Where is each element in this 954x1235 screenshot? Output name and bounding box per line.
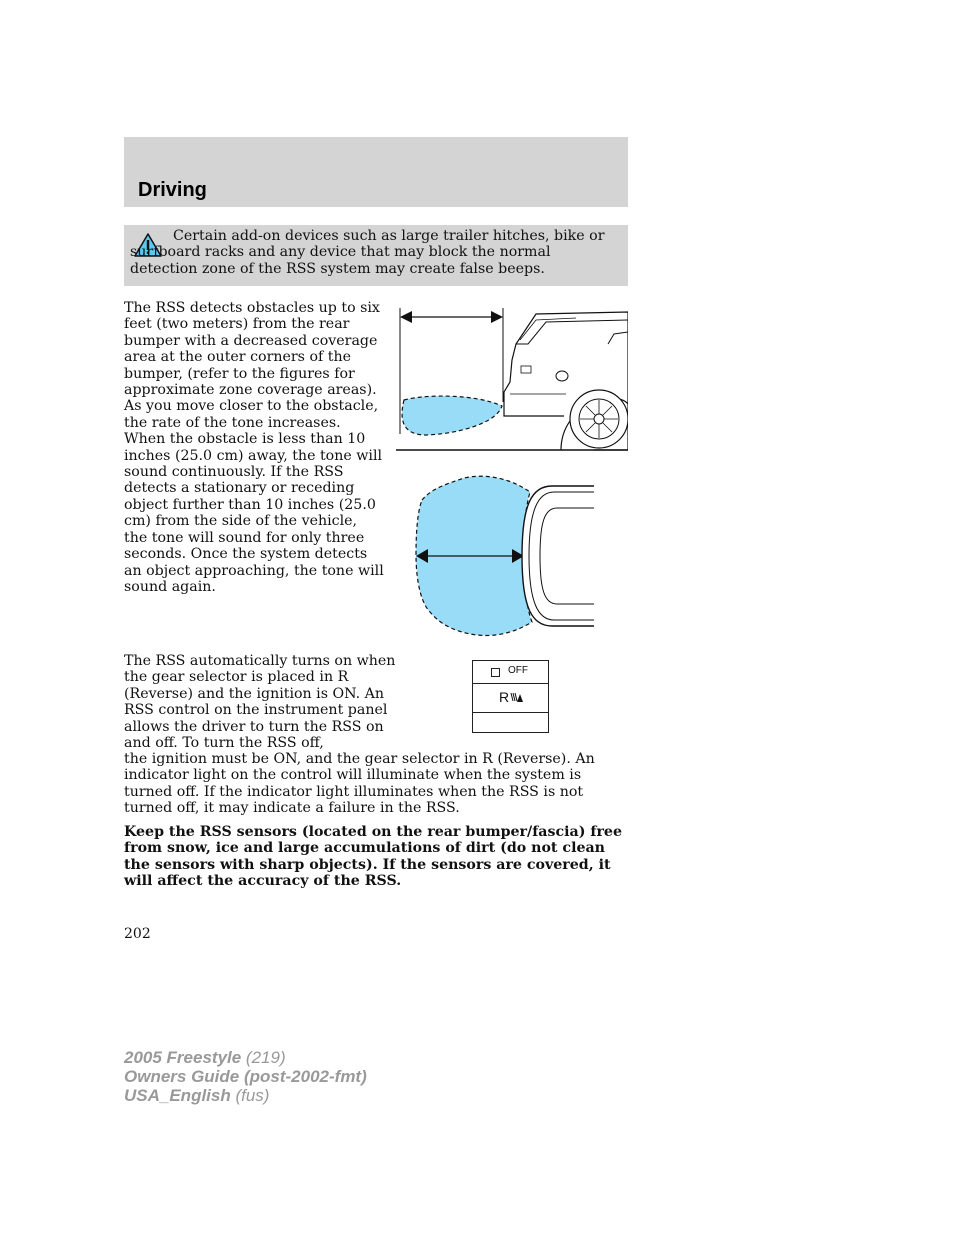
rss-side-view-figure <box>396 304 628 452</box>
off-label: OFF <box>508 665 528 676</box>
section-header-band <box>124 137 628 207</box>
section-title: Driving <box>138 179 207 201</box>
reverse-label: R <box>499 689 510 705</box>
warning-box <box>124 225 628 286</box>
rss-sensor-warning-paragraph: Keep the RSS sensors (located on the rear bumper/fascia) free from snow, ice and large accumulations of dirt (do not clean the sensors with sharp objects). If the sensors are covered, it will affect the accuracy of the RSS. <box>124 824 622 890</box>
footer-guide: Owners Guide (post-2002-fmt) <box>124 1067 367 1086</box>
warning-text: Certain add-on devices such as large trailer hitches, bike or surfboard racks and any device that may block the normal detection zone of the RSS system may create false beeps. <box>130 228 605 277</box>
rss-control-panel <box>472 660 549 733</box>
rss-button[interactable] <box>473 684 548 713</box>
rss-top-view-figure <box>412 474 594 638</box>
reverse-sensing-icon <box>510 691 524 703</box>
document-footer <box>124 1048 367 1105</box>
footer-vehicle-code: (219) <box>241 1048 286 1067</box>
off-indicator-light <box>491 668 500 677</box>
footer-locale: USA_English <box>124 1086 231 1105</box>
rss-control-paragraph-part1: The RSS automatically turns on when the gear selector is placed in R (Reverse) and the ignition is ON. An RSS control on the instrument panel allows the driver to turn the RSS on and off. To turn the RSS off, <box>124 653 396 752</box>
footer-vehicle: 2005 Freestyle <box>124 1048 242 1067</box>
page-number: 202 <box>124 926 151 942</box>
footer-locale-code: (fus) <box>230 1086 270 1105</box>
rss-off-row <box>473 661 548 684</box>
rss-control-paragraph-part2: the ignition must be ON, and the gear selector in R (Reverse). An indicator light on the control will illuminate when the system is turned off. If the indicator light illuminates when the RSS is not turned off, it may indicate a failure in the RSS. <box>124 751 595 817</box>
rss-detection-paragraph: The RSS detects obstacles up to six feet (two meters) from the rear bumper with a decreased coverage area at the outer corners of the bumper, (refer to the figures for approximate zone coverage areas). As you move closer to the obstacle, the rate of the tone increases. When the obstacle is less than 10 inches (25.0 cm) away, the tone will sound continuously. If the RSS detects a stationary or receding object further than 10 inches (25.0 cm) from the side of the vehicle, the tone will sound for only three seconds. Once the system detects an object approaching, the tone will sound again. <box>124 300 384 595</box>
